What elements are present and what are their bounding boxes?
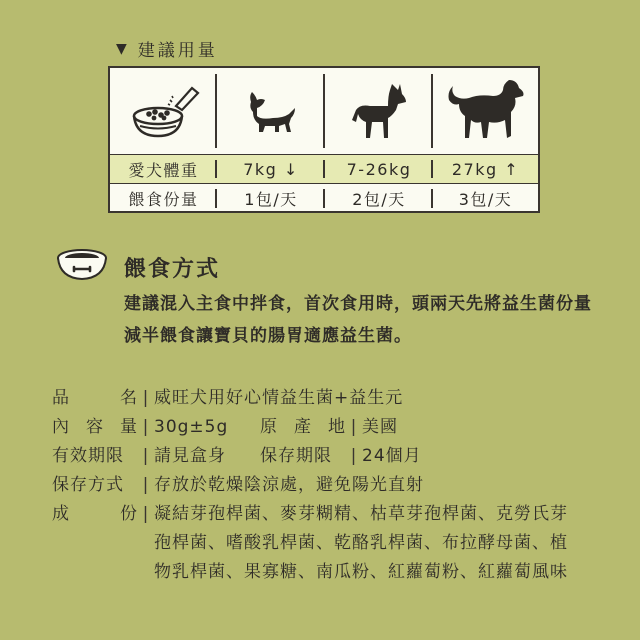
volume-value: 30g±5g bbox=[154, 417, 229, 437]
ingredients-label: 成 份 bbox=[52, 504, 138, 524]
product-name-label: 品 名 bbox=[52, 388, 138, 408]
weight-large: 27kg ↑ bbox=[451, 159, 520, 179]
medium-dog-icon bbox=[348, 80, 410, 142]
dosage-section-title bbox=[116, 36, 218, 61]
dosage-title: 建議用量 bbox=[137, 41, 218, 61]
product-info bbox=[52, 384, 612, 587]
volume-label: 內 容 量 bbox=[52, 417, 138, 437]
separator: | bbox=[142, 504, 150, 524]
shelf-label: 保存期限 bbox=[260, 446, 332, 466]
storage-value: 存放於乾燥陰涼處，避免陽光直射 bbox=[154, 475, 424, 495]
large-dog-icon bbox=[445, 76, 527, 146]
origin-value: 美國 bbox=[362, 417, 398, 437]
expiry-label: 有效期限 bbox=[52, 446, 124, 466]
amount-large: 3包/天 bbox=[458, 190, 513, 209]
dog-bowl-icon bbox=[56, 248, 108, 282]
separator: | bbox=[350, 417, 358, 437]
storage-label: 保存方式 bbox=[52, 475, 124, 495]
expiry-row bbox=[52, 442, 612, 471]
expiry-value: 請見盒身 bbox=[154, 446, 226, 466]
separator: | bbox=[142, 475, 150, 495]
origin-label: 原 產 地 bbox=[260, 417, 346, 437]
storage-row bbox=[52, 471, 612, 500]
separator: | bbox=[142, 417, 150, 437]
shelf-value: 24個月 bbox=[362, 446, 422, 466]
separator: | bbox=[142, 388, 150, 408]
medium-dog-cell bbox=[325, 68, 433, 154]
bowl-sachet-cell bbox=[110, 68, 217, 154]
feeding-title: 餵食方式 bbox=[124, 257, 221, 282]
product-name-value: 威旺犬用好心情益生菌+益生元 bbox=[154, 388, 404, 408]
small-dog-icon bbox=[243, 86, 299, 136]
feeding-instructions: 建議混入主食中拌食，首次食用時，頭兩天先將益生菌份量減半餵食讓寶貝的腸胃適應益生菌。 bbox=[124, 294, 592, 346]
large-dog-cell bbox=[433, 68, 538, 154]
small-dog-cell bbox=[217, 68, 325, 154]
amount-row bbox=[110, 184, 538, 213]
weight-medium: 7-26kg bbox=[346, 159, 412, 179]
amount-small: 1包/天 bbox=[244, 190, 298, 209]
weight-row bbox=[110, 154, 538, 184]
weight-label: 愛犬體重 bbox=[128, 160, 199, 180]
dosage-table bbox=[108, 66, 540, 213]
separator: | bbox=[142, 446, 150, 466]
dosage-icon-row bbox=[110, 68, 538, 154]
product-name-row bbox=[52, 384, 612, 413]
volume-origin-row bbox=[52, 413, 612, 442]
weight-small: 7kg ↓ bbox=[243, 159, 299, 179]
ingredients-row bbox=[52, 500, 612, 587]
separator: | bbox=[350, 446, 358, 466]
triangle-marker-icon: ▼ bbox=[116, 40, 130, 57]
bowl-with-sachet-icon bbox=[124, 78, 204, 144]
amount-medium: 2包/天 bbox=[352, 190, 406, 209]
ingredients-value: 凝結芽孢桿菌、麥芽糊精、枯草芽孢桿菌、克勞氏芽孢桿菌、嗜酸乳桿菌、乾酪乳桿菌、布拉酵母菌、植物乳桿菌、果寡糖、南瓜粉、紅蘿蔔粉、紅蘿蔔風味 bbox=[154, 504, 568, 582]
amount-label: 餵食份量 bbox=[128, 190, 199, 209]
